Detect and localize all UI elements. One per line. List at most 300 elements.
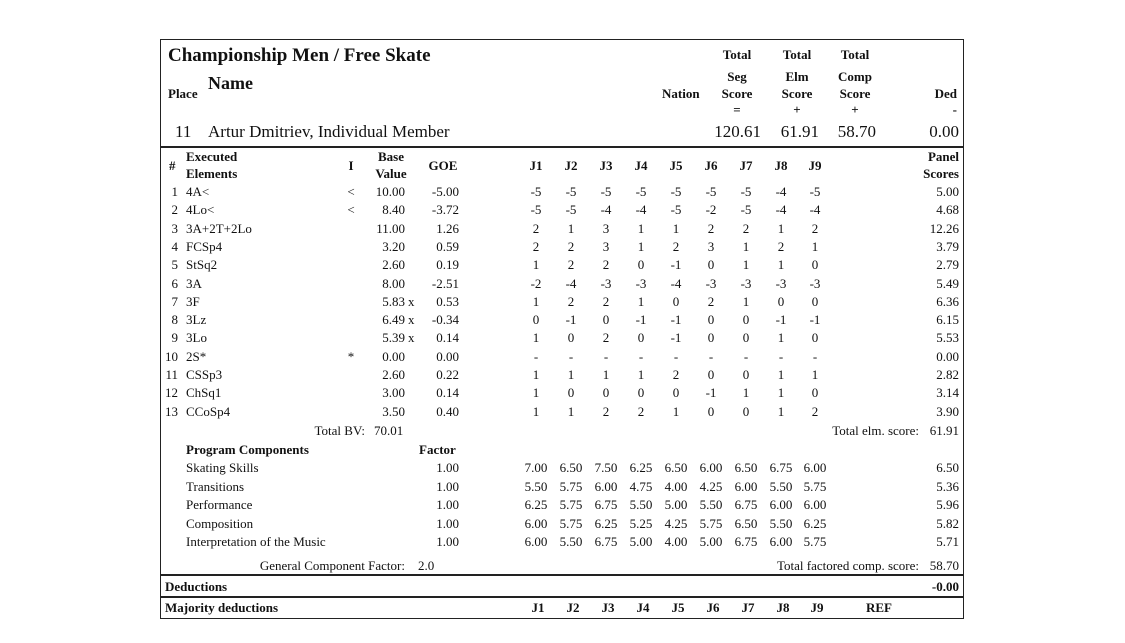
component-row <box>161 479 965 497</box>
header-place: Place <box>168 86 198 101</box>
col-info: I <box>348 158 354 173</box>
component-panel-score: 6.50 <box>936 460 959 475</box>
header-name: Name <box>208 73 253 93</box>
component-judge-score: 5.00 <box>699 534 723 549</box>
element-number: 4 <box>171 238 178 254</box>
element-judge-score: -3 <box>775 275 787 291</box>
element-judge-score: 2 <box>532 220 540 236</box>
majority-judge-label: J5 <box>671 600 685 615</box>
element-judge-score: -1 <box>670 257 682 273</box>
element-number: 9 <box>171 330 178 346</box>
element-base-value: 5.39 <box>382 330 405 346</box>
element-judge-score: 0 <box>707 403 715 419</box>
component-judge-score: 5.00 <box>629 534 653 549</box>
tfcs-label: Total factored comp. score: <box>776 558 919 573</box>
component-judge-score: 5.50 <box>559 534 583 549</box>
total-bv-value: 70.01 <box>374 423 404 438</box>
component-judge-score: 6.75 <box>769 460 793 475</box>
col-base-2: Value <box>375 166 407 181</box>
judge-col-header: J2 <box>564 158 578 173</box>
deductions-value: -0.00 <box>931 579 959 594</box>
element-judge-score: 0 <box>672 385 680 401</box>
element-judge-score: 0 <box>637 385 645 401</box>
element-goe: -2.51 <box>431 275 459 291</box>
element-judge-score: 0 <box>742 330 750 346</box>
element-judge-score: 2 <box>777 238 785 254</box>
element-goe: 0.14 <box>436 330 459 346</box>
element-judge-score: 1 <box>532 403 540 419</box>
element-number: 6 <box>171 275 178 291</box>
element-number: 10 <box>165 348 178 364</box>
component-judge-score: 6.00 <box>769 534 793 549</box>
element-judge-score: -1 <box>565 312 577 328</box>
majority-judge-label: J8 <box>776 600 790 615</box>
element-judge-score: -1 <box>670 330 682 346</box>
component-judge-score: 5.75 <box>699 515 723 531</box>
header-seg-total: Total <box>722 47 752 62</box>
element-judge-score: - <box>603 348 609 364</box>
header-comp-op: + <box>851 102 859 117</box>
element-judge-score: -2 <box>530 275 542 291</box>
element-goe: 0.59 <box>436 238 459 254</box>
element-row <box>161 184 965 202</box>
element-row <box>161 312 965 330</box>
element-judge-score: 1 <box>742 385 750 401</box>
element-judge-score: 1 <box>811 238 819 254</box>
component-row <box>161 497 965 515</box>
element-judge-score: 0 <box>742 312 750 328</box>
gcf-label: General Component Factor: <box>259 558 405 573</box>
element-judge-score: - <box>568 348 574 364</box>
element-judge-score: 0 <box>707 257 715 273</box>
element-number: 2 <box>171 202 178 218</box>
component-judge-score: 6.50 <box>559 460 583 475</box>
majority-judge-label: J4 <box>636 600 650 615</box>
element-judge-score: 2 <box>602 403 610 419</box>
component-judge-score: 5.75 <box>559 478 583 494</box>
element-judge-score: 1 <box>742 257 750 273</box>
element-row <box>161 294 965 312</box>
majority-judge-label: J7 <box>741 600 755 615</box>
header-seg-op: = <box>733 102 741 117</box>
element-judge-score: -5 <box>565 202 577 218</box>
element-goe: -0.34 <box>431 312 459 328</box>
element-row <box>161 367 965 385</box>
element-row <box>161 239 965 257</box>
element-judge-score: 1 <box>532 330 540 346</box>
header-elm-elm: Elm <box>785 69 809 84</box>
header-seg-score: Score <box>721 86 753 101</box>
element-bonus-x: x <box>408 312 415 328</box>
element-judge-score: -3 <box>635 275 647 291</box>
total-elm-label: Total elm. score: <box>832 423 919 438</box>
element-judge-score: - <box>673 348 679 364</box>
header-ded-op: - <box>952 102 957 117</box>
element-code: 3F <box>186 293 200 309</box>
element-judge-score: 0 <box>532 312 540 328</box>
component-judge-score: 4.00 <box>664 478 688 494</box>
element-base-value: 3.20 <box>382 238 405 254</box>
majority-judge-label: J6 <box>706 600 720 615</box>
element-goe: -5.00 <box>431 184 459 199</box>
component-judge-score: 5.50 <box>629 497 653 512</box>
component-name: Composition <box>186 515 254 531</box>
element-judge-score: 1 <box>532 385 540 401</box>
element-judge-score: 2 <box>567 238 575 254</box>
element-judge-score: 0 <box>637 330 645 346</box>
element-judge-score: -5 <box>670 202 682 218</box>
element-goe: 0.22 <box>436 367 459 382</box>
total-bv-label: Total BV: <box>314 423 365 438</box>
element-row <box>161 276 965 294</box>
element-judge-score: 0 <box>811 257 819 273</box>
element-judge-score: 2 <box>602 330 610 346</box>
component-judge-score: 6.50 <box>734 460 758 475</box>
component-judge-score: 6.75 <box>594 497 618 512</box>
component-row <box>161 460 965 478</box>
component-judge-score: 6.00 <box>594 478 618 494</box>
element-judge-score: 2 <box>811 220 819 236</box>
element-row <box>161 202 965 220</box>
component-judge-score: 6.75 <box>594 534 618 549</box>
col-panel-1: Panel <box>927 149 959 164</box>
element-number: 3 <box>171 220 178 236</box>
component-judge-score: 7.50 <box>594 460 618 475</box>
skater-seg-score: 120.61 <box>714 122 761 141</box>
element-judge-score: 0 <box>602 312 610 328</box>
component-name: Interpretation of the Music <box>186 534 326 549</box>
element-judge-score: 2 <box>567 257 575 273</box>
component-judge-score: 4.25 <box>699 478 723 494</box>
element-info: < <box>347 184 355 199</box>
component-factor: 1.00 <box>436 515 459 531</box>
element-judge-score: 2 <box>567 293 575 309</box>
skater-place: 11 <box>175 122 192 141</box>
element-judge-score: -4 <box>635 202 647 218</box>
element-judge-score: -4 <box>775 184 787 199</box>
element-row <box>161 385 965 403</box>
element-judge-score: -5 <box>600 184 612 199</box>
element-judge-score: -3 <box>600 275 612 291</box>
col-panel-2: Scores <box>923 166 959 181</box>
element-judge-score: -4 <box>600 202 612 218</box>
component-judge-score: 6.00 <box>769 497 793 512</box>
element-judge-score: 0 <box>672 293 680 309</box>
element-goe: -3.72 <box>431 202 459 218</box>
element-panel-score: 4.68 <box>936 202 959 218</box>
element-goe: 0.53 <box>436 293 459 309</box>
element-number: 7 <box>171 293 178 309</box>
element-judge-score: 2 <box>672 238 680 254</box>
element-code: 3Lo <box>186 330 207 346</box>
component-name: Transitions <box>186 478 245 494</box>
element-row <box>161 349 965 367</box>
element-base-value: 3.00 <box>382 385 405 401</box>
element-judge-score: 1 <box>637 238 645 254</box>
element-judge-score: 1 <box>742 293 750 309</box>
component-judge-score: 7.00 <box>524 460 548 475</box>
judge-col-header: J3 <box>599 158 613 173</box>
judge-col-header: J1 <box>529 158 543 173</box>
element-number: 12 <box>165 385 178 401</box>
element-judge-score: 0 <box>811 330 819 346</box>
element-goe: 0.00 <box>436 348 459 364</box>
element-judge-score: 1 <box>811 367 819 382</box>
component-factor: 1.00 <box>436 534 459 549</box>
element-panel-score: 12.26 <box>929 220 959 236</box>
element-judge-score: 1 <box>532 293 540 309</box>
component-factor: 1.00 <box>436 497 459 512</box>
component-judge-score: 6.00 <box>524 534 548 549</box>
element-judge-score: - <box>533 348 539 364</box>
element-number: 1 <box>171 184 178 199</box>
element-judge-score: - <box>812 348 818 364</box>
element-goe: 0.19 <box>436 257 459 273</box>
component-judge-score: 6.25 <box>594 515 618 531</box>
element-number: 11 <box>165 367 178 382</box>
col-elements-1: Executed <box>186 149 238 164</box>
component-judge-score: 6.25 <box>629 460 653 475</box>
col-base-1: Base <box>378 149 404 164</box>
element-code: 3Lz <box>186 312 207 328</box>
element-base-value: 6.49 <box>382 312 405 328</box>
element-judge-score: 1 <box>567 367 575 382</box>
element-panel-score: 3.90 <box>936 403 959 419</box>
element-info: < <box>347 202 355 218</box>
element-panel-score: 2.79 <box>936 257 959 273</box>
component-judge-score: 6.00 <box>524 515 548 531</box>
component-judge-score: 6.00 <box>803 497 827 512</box>
element-judge-score: -4 <box>565 275 577 291</box>
element-panel-score: 5.53 <box>936 330 959 346</box>
element-judge-score: 2 <box>811 403 819 419</box>
element-judge-score: -5 <box>740 202 752 218</box>
component-judge-score: 5.00 <box>664 497 688 512</box>
element-judge-score: - <box>638 348 644 364</box>
element-judge-score: -4 <box>809 202 821 218</box>
element-judge-score: 2 <box>637 403 645 419</box>
component-judge-score: 4.00 <box>664 534 688 549</box>
majority-separator <box>161 596 963 598</box>
header-comp-total: Total <box>840 47 870 62</box>
element-judge-score: 1 <box>777 257 785 273</box>
element-judge-score: 1 <box>777 403 785 419</box>
element-row <box>161 221 965 239</box>
element-panel-score: 3.14 <box>936 385 959 401</box>
element-code: ChSq1 <box>186 385 222 401</box>
element-judge-score: -5 <box>670 184 682 199</box>
component-judge-score: 6.50 <box>734 515 758 531</box>
components-label: Program Components <box>186 442 309 457</box>
element-base-value: 8.40 <box>382 202 405 218</box>
element-base-value: 3.50 <box>382 403 405 419</box>
judge-col-header: J8 <box>774 158 788 173</box>
element-judge-score: 0 <box>707 312 715 328</box>
header-elm-total: Total <box>782 47 812 62</box>
element-judge-score: 0 <box>602 385 610 401</box>
element-judge-score: -5 <box>530 202 542 218</box>
tfcs-value: 58.70 <box>929 558 959 573</box>
element-judge-score: - <box>743 348 749 364</box>
total-elm-value: 61.91 <box>929 423 959 438</box>
element-goe: 0.14 <box>436 385 459 401</box>
element-panel-score: 2.82 <box>936 367 959 382</box>
element-panel-score: 0.00 <box>936 348 959 364</box>
element-judge-score: -1 <box>635 312 647 328</box>
score-sheet <box>160 39 964 619</box>
element-judge-score: -5 <box>705 184 717 199</box>
element-code: CCoSp4 <box>186 403 231 419</box>
element-judge-score: 0 <box>742 367 750 382</box>
col-elements-2: Elements <box>186 166 238 181</box>
element-code: StSq2 <box>186 257 218 273</box>
component-judge-score: 5.25 <box>629 515 653 531</box>
element-number: 5 <box>171 257 178 273</box>
element-panel-score: 5.00 <box>936 184 959 199</box>
component-judge-score: 5.50 <box>769 515 793 531</box>
component-factor: 1.00 <box>436 478 459 494</box>
element-judge-score: -5 <box>530 184 542 199</box>
component-judge-score: 6.00 <box>699 460 723 475</box>
event-title: Championship Men / Free Skate <box>168 45 431 66</box>
component-panel-score: 5.96 <box>936 497 959 512</box>
col-goe: GOE <box>428 158 458 173</box>
element-judge-score: 0 <box>567 385 575 401</box>
element-judge-score: 3 <box>602 220 610 236</box>
element-judge-score: 1 <box>777 385 785 401</box>
component-judge-score: 5.75 <box>559 515 583 531</box>
component-judge-score: 6.50 <box>664 460 688 475</box>
element-judge-score: -3 <box>809 275 821 291</box>
element-judge-score: 1 <box>532 257 540 273</box>
component-judge-score: 6.25 <box>803 515 827 531</box>
element-judge-score: 2 <box>532 238 540 254</box>
element-code: 4Lo< <box>186 202 215 218</box>
element-code: 2S* <box>186 348 207 364</box>
components-factor-label: Factor <box>419 442 456 457</box>
deductions-separator <box>161 574 963 576</box>
element-base-value: 0.00 <box>382 348 405 364</box>
element-code: FCSp4 <box>186 238 223 254</box>
component-panel-score: 5.71 <box>936 534 959 549</box>
element-judge-score: 1 <box>602 367 610 382</box>
element-info: * <box>347 348 355 364</box>
majority-judge-label: J3 <box>601 600 615 615</box>
element-number: 13 <box>165 403 178 419</box>
element-judge-score: 1 <box>777 330 785 346</box>
col-num: # <box>169 158 176 173</box>
skater-elm-score: 61.91 <box>780 122 819 141</box>
component-judge-score: 6.75 <box>734 534 758 549</box>
element-panel-score: 6.15 <box>936 312 959 328</box>
component-judge-score: 5.75 <box>803 478 827 494</box>
element-judge-score: 0 <box>707 330 715 346</box>
element-judge-score: -5 <box>740 184 752 199</box>
element-judge-score: 1 <box>637 367 645 382</box>
element-base-value: 5.83 <box>382 293 405 309</box>
component-name: Performance <box>186 497 253 512</box>
element-goe: 1.26 <box>436 220 459 236</box>
component-row <box>161 516 965 534</box>
element-judge-score: 2 <box>602 257 610 273</box>
element-judge-score: -3 <box>705 275 717 291</box>
element-base-value: 8.00 <box>382 275 405 291</box>
component-judge-score: 6.75 <box>734 497 758 512</box>
element-base-value: 10.00 <box>375 184 405 199</box>
gcf-value: 2.0 <box>418 558 435 573</box>
element-judge-score: 1 <box>532 367 540 382</box>
element-judge-score: -5 <box>635 184 647 199</box>
header-comp-score: Score <box>839 86 871 101</box>
element-judge-score: 2 <box>707 293 715 309</box>
component-judge-score: 4.25 <box>664 515 688 531</box>
component-judge-score: 5.50 <box>769 478 793 494</box>
element-code: 4A< <box>186 184 210 199</box>
element-judge-score: 2 <box>742 220 750 236</box>
element-base-value: 2.60 <box>382 367 405 382</box>
element-judge-score: - <box>708 348 714 364</box>
judge-col-header: J5 <box>669 158 683 173</box>
element-judge-score: 0 <box>811 385 819 401</box>
element-judge-score: 0 <box>811 293 819 309</box>
element-judge-score: 0 <box>777 293 785 309</box>
element-panel-score: 3.79 <box>936 238 959 254</box>
majority-judge-label: J1 <box>531 600 545 615</box>
element-judge-score: 1 <box>567 220 575 236</box>
element-row <box>161 404 965 422</box>
judge-col-header: J9 <box>808 158 822 173</box>
majority-label: Majority deductions <box>165 600 279 615</box>
header-ded: Ded <box>934 86 957 101</box>
element-base-value: 11.00 <box>376 220 405 236</box>
element-base-value: 2.60 <box>382 257 405 273</box>
majority-judge-label: J9 <box>810 600 824 615</box>
element-judge-score: 0 <box>742 403 750 419</box>
majority-ref: REF <box>866 600 892 615</box>
component-judge-score: 5.75 <box>559 497 583 512</box>
element-code: 3A+2T+2Lo <box>186 220 252 236</box>
judge-col-header: J4 <box>634 158 648 173</box>
element-judge-score: 0 <box>637 257 645 273</box>
component-name: Skating Skills <box>186 460 259 475</box>
header-seg-seg: Seg <box>727 69 747 84</box>
element-judge-score: -5 <box>809 184 821 199</box>
element-judge-score: -4 <box>670 275 682 291</box>
judge-col-header: J7 <box>739 158 753 173</box>
component-judge-score: 6.25 <box>524 497 548 512</box>
header-separator <box>161 146 963 148</box>
component-judge-score: 5.75 <box>803 534 827 549</box>
element-code: 3A <box>186 275 202 291</box>
component-panel-score: 5.82 <box>936 515 959 531</box>
deductions-label: Deductions <box>165 579 228 594</box>
component-row <box>161 534 965 552</box>
element-judge-score: 1 <box>777 220 785 236</box>
element-judge-score: -1 <box>809 312 821 328</box>
element-row <box>161 330 965 348</box>
element-panel-score: 5.49 <box>936 275 959 291</box>
element-judge-score: 2 <box>602 293 610 309</box>
header-elm-op: + <box>793 102 801 117</box>
component-judge-score: 6.00 <box>803 460 827 475</box>
element-row <box>161 257 965 275</box>
element-panel-score: 6.36 <box>936 293 959 309</box>
element-code: CSSp3 <box>186 367 223 382</box>
element-judge-score: -2 <box>705 202 717 218</box>
judge-col-header: J6 <box>704 158 718 173</box>
component-judge-score: 6.00 <box>734 478 758 494</box>
skater-name: Artur Dmitriev, Individual Member <box>208 122 450 141</box>
